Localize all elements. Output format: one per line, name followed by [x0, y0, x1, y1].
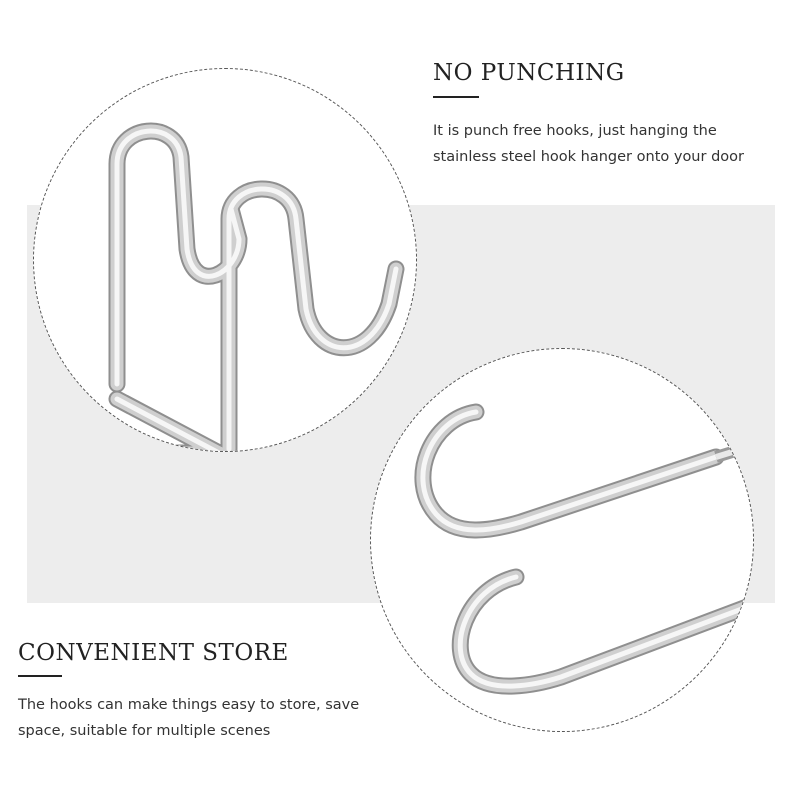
hook-closeup-bottom-circle [370, 348, 754, 732]
double-hook-illustration [34, 69, 417, 452]
heading-underline [433, 96, 479, 98]
convenient-store-description: The hooks can make things easy to store, save space, suitable for multiple scenes [18, 697, 360, 739]
hook-closeup-top-circle [33, 68, 417, 452]
convenient-store-heading: CONVENIENT STORE [18, 640, 289, 666]
no-punching-description: It is punch free hooks, just hanging the stainless steel hook hanger onto your door [433, 123, 744, 165]
j-hooks-illustration [371, 349, 754, 732]
heading-underline [18, 675, 62, 677]
no-punching-heading: NO PUNCHING [433, 60, 625, 86]
